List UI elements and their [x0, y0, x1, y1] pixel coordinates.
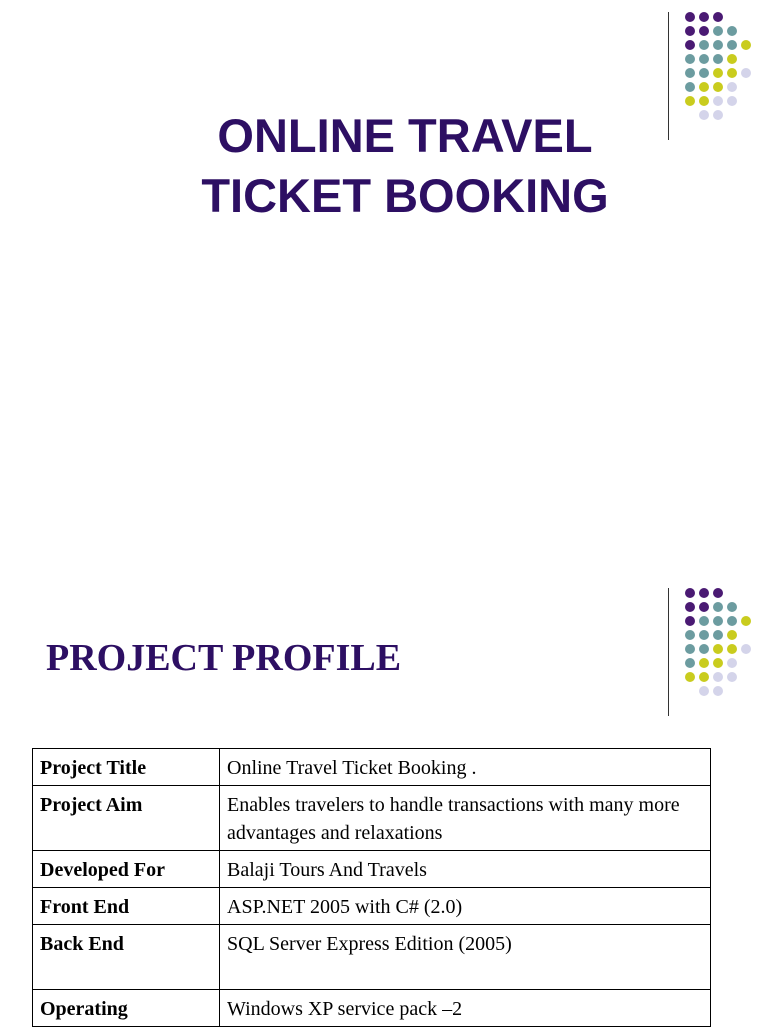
dot-pattern-decoration [679, 588, 759, 703]
table-row [33, 990, 711, 1027]
decorative-dot [685, 672, 695, 682]
decorative-dot [727, 96, 737, 106]
row-value: ASP.NET 2005 with C# (2.0) [220, 888, 711, 925]
decorative-dot [713, 602, 723, 612]
decorative-dot [713, 26, 723, 36]
decorative-dot [727, 82, 737, 92]
row-value: Balaji Tours And Travels [220, 851, 711, 888]
decorative-dot [685, 68, 695, 78]
decorative-dot [699, 96, 709, 106]
table-row [33, 749, 711, 786]
row-value: Windows XP service pack –2 [220, 990, 711, 1027]
decorative-dot [727, 644, 737, 654]
section-heading: PROJECT PROFILE [46, 637, 402, 679]
table-row [33, 925, 711, 990]
decorative-dot [685, 602, 695, 612]
decorative-dot [699, 644, 709, 654]
decorative-dot [713, 588, 723, 598]
row-label: Project Aim [33, 786, 220, 851]
decorative-dot [699, 658, 709, 668]
decorative-dot [685, 26, 695, 36]
table-row [33, 786, 711, 851]
decorative-dot [713, 616, 723, 626]
decorative-dot [713, 644, 723, 654]
decorative-dot [685, 616, 695, 626]
decorative-dot [727, 40, 737, 50]
decorative-dot [699, 616, 709, 626]
decorative-dot [741, 68, 751, 78]
row-label: Front End [33, 888, 220, 925]
table-row [33, 888, 711, 925]
decorative-dot [685, 54, 695, 64]
decorative-dot [699, 588, 709, 598]
decorative-dot [713, 40, 723, 50]
decorative-dot [713, 686, 723, 696]
row-label: Project Title [33, 749, 220, 786]
decorative-dot [713, 12, 723, 22]
decorative-dot [727, 630, 737, 640]
decorative-dot [713, 96, 723, 106]
decorative-dot [699, 54, 709, 64]
project-profile-table [32, 748, 711, 1027]
decorative-dot [727, 68, 737, 78]
title-line-1: ONLINE TRAVEL [217, 109, 593, 162]
row-label: Developed For [33, 851, 220, 888]
decorative-dot [699, 602, 709, 612]
decorative-dot [699, 68, 709, 78]
decorative-dot [727, 54, 737, 64]
decorative-dot [727, 658, 737, 668]
decorative-dot [699, 686, 709, 696]
decorative-dot [741, 40, 751, 50]
decorative-dot [699, 630, 709, 640]
decorative-dot [685, 82, 695, 92]
decorative-dot [713, 658, 723, 668]
row-label: Back End [33, 925, 220, 990]
divider-line [668, 588, 669, 716]
table-row [33, 851, 711, 888]
decorative-dot [699, 26, 709, 36]
decorative-dot [713, 82, 723, 92]
decorative-dot [713, 630, 723, 640]
decorative-dot [699, 40, 709, 50]
decorative-dot [685, 96, 695, 106]
decorative-dot [685, 658, 695, 668]
decorative-dot [699, 672, 709, 682]
row-value: Online Travel Ticket Booking . [220, 749, 711, 786]
decorative-dot [699, 82, 709, 92]
decorative-dot [685, 40, 695, 50]
project-profile-slide [0, 576, 768, 1024]
decorative-dot [713, 54, 723, 64]
decorative-dot [685, 630, 695, 640]
decorative-dot [727, 672, 737, 682]
decorative-dot [685, 12, 695, 22]
decorative-dot [713, 68, 723, 78]
decorative-dot [741, 616, 751, 626]
decorative-dot [727, 26, 737, 36]
decorative-dot [727, 602, 737, 612]
row-label: Operating [33, 990, 220, 1027]
decorative-dot [713, 672, 723, 682]
decorative-dot [699, 12, 709, 22]
decorative-dot [685, 588, 695, 598]
row-value: Enables travelers to handle transactions with many more advantages and relaxations [220, 786, 711, 851]
title-line-2: TICKET BOOKING [201, 169, 609, 222]
decorative-dot [685, 644, 695, 654]
decorative-dot [741, 644, 751, 654]
row-value: SQL Server Express Edition (2005) [220, 925, 711, 990]
decorative-dot [727, 616, 737, 626]
